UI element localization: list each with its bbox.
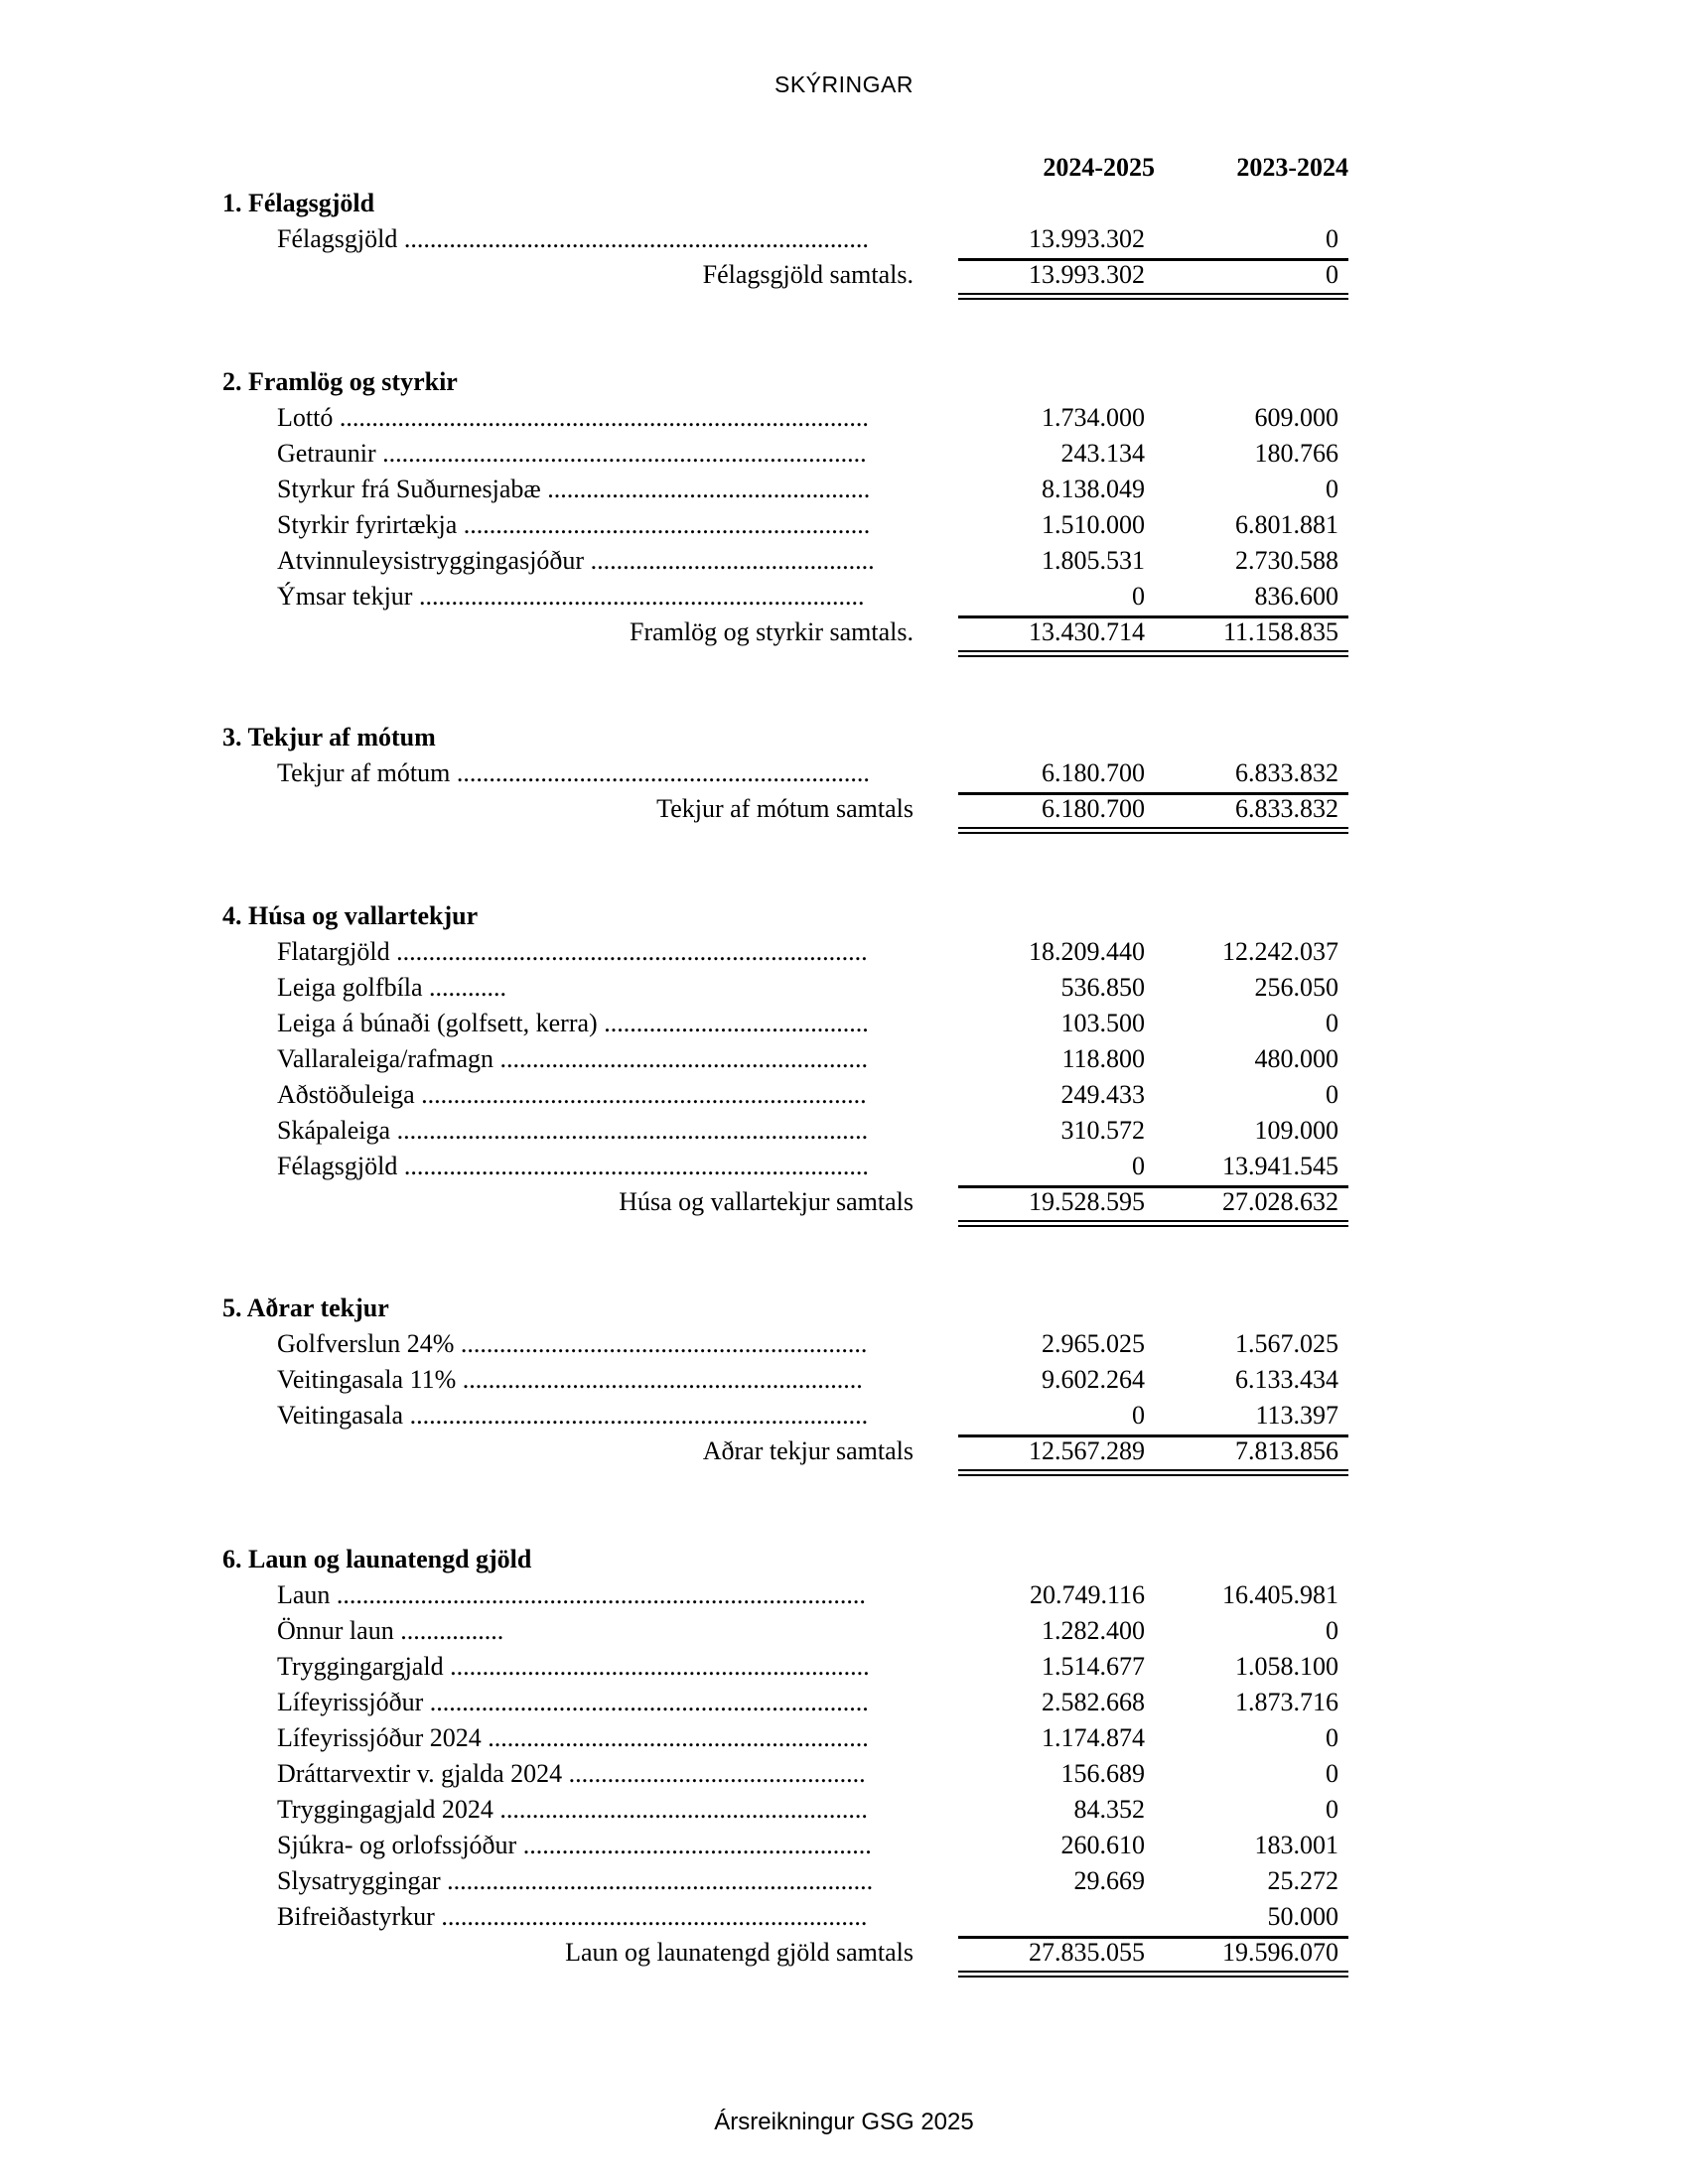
- table-row: [0, 582, 1688, 617]
- value-2023-2024: 2.730.588: [1235, 546, 1338, 575]
- value-2024-2025: 29.669: [1073, 1866, 1145, 1895]
- total-label: Framlög og styrkir samtals.: [630, 617, 914, 646]
- total-label: Húsa og vallartekjur samtals: [619, 1187, 914, 1216]
- value-2023-2024: 12.242.037: [1222, 937, 1338, 966]
- total-double-rule: [958, 827, 1348, 834]
- section-title: 4. Húsa og vallartekjur: [222, 901, 479, 930]
- total-2024-2025: 13.430.714: [1029, 617, 1145, 646]
- total-row: [0, 1938, 1688, 1974]
- total-2023-2024: 19.596.070: [1222, 1938, 1338, 1967]
- value-2024-2025: 0: [1132, 582, 1145, 611]
- value-2023-2024: 0: [1326, 1723, 1338, 1752]
- page-footer: Ársreikningur GSG 2025: [714, 2109, 974, 2135]
- table-row: [0, 1080, 1688, 1116]
- value-2024-2025: 260.610: [1060, 1831, 1145, 1859]
- value-2024-2025: 103.500: [1060, 1009, 1145, 1037]
- value-2024-2025: 6.180.700: [1042, 758, 1145, 787]
- row-label: Getraunir ...........................................................................: [277, 439, 867, 468]
- table-row: [0, 1831, 1688, 1866]
- value-2024-2025: 310.572: [1060, 1116, 1145, 1145]
- table-row: [0, 403, 1688, 439]
- row-label: Veitingasala .......................................................................: [277, 1401, 869, 1430]
- value-2024-2025: 156.689: [1060, 1759, 1145, 1788]
- row-label: Skápaleiga .........................................................................: [277, 1116, 869, 1145]
- table-row: [0, 1580, 1688, 1616]
- row-label: Lífeyrissjóður 2024 ...........................................................: [277, 1723, 869, 1752]
- total-2024-2025: 27.835.055: [1029, 1938, 1145, 1967]
- row-label: Leiga á búnaði (golfsett, kerra) .........................................: [277, 1009, 869, 1037]
- total-double-rule: [958, 1469, 1348, 1476]
- section-title: 3. Tekjur af mótum: [222, 723, 436, 751]
- value-2024-2025: 1.734.000: [1042, 403, 1145, 432]
- value-2023-2024: 0: [1326, 1616, 1338, 1645]
- table-row: [0, 1044, 1688, 1080]
- value-2023-2024: 6.833.832: [1235, 758, 1338, 787]
- value-2023-2024: 50.000: [1267, 1902, 1338, 1931]
- value-2023-2024: 109.000: [1254, 1116, 1338, 1145]
- section-title: 2. Framlög og styrkir: [222, 367, 458, 396]
- row-label: Ýmsar tekjur .....................................................................: [277, 582, 865, 611]
- row-label: Tryggingargjald .................................................................: [277, 1652, 870, 1681]
- value-2024-2025: 13.993.302: [1029, 224, 1145, 253]
- value-2023-2024: 1.058.100: [1235, 1652, 1338, 1681]
- table-row: [0, 224, 1688, 260]
- row-label: Veitingasala 11% ..............................................................: [277, 1365, 863, 1394]
- column-header-2023-2024: 2023-2024: [1236, 153, 1348, 182]
- table-row: [0, 758, 1688, 794]
- value-2023-2024: 0: [1326, 224, 1338, 253]
- table-row: [0, 475, 1688, 510]
- value-2023-2024: 609.000: [1254, 403, 1338, 432]
- value-2024-2025: 243.134: [1060, 439, 1145, 468]
- value-2023-2024: 0: [1326, 475, 1338, 503]
- row-label: Atvinnuleysistryggingasjóður ............................................: [277, 546, 875, 575]
- value-2023-2024: 1.873.716: [1235, 1688, 1338, 1716]
- total-2023-2024: 0: [1326, 260, 1338, 289]
- row-label: Tryggingagjald 2024 .........................................................: [277, 1795, 868, 1824]
- table-row: [0, 937, 1688, 973]
- value-2023-2024: 836.600: [1254, 582, 1338, 611]
- row-label: Flatargjöld .........................................................................: [277, 937, 868, 966]
- value-2023-2024: 6.133.434: [1235, 1365, 1338, 1394]
- value-2023-2024: 25.272: [1267, 1866, 1338, 1895]
- value-2024-2025: 20.749.116: [1029, 1580, 1145, 1609]
- total-row: [0, 1436, 1688, 1472]
- value-2024-2025: 1.282.400: [1042, 1616, 1145, 1645]
- total-2024-2025: 12.567.289: [1029, 1436, 1145, 1465]
- total-2024-2025: 19.528.595: [1029, 1187, 1145, 1216]
- row-label: Golfverslun 24% ...............................................................: [277, 1329, 868, 1358]
- table-row: [0, 439, 1688, 475]
- table-row: [0, 1329, 1688, 1365]
- value-2023-2024: 0: [1326, 1795, 1338, 1824]
- value-2024-2025: 1.174.874: [1042, 1723, 1145, 1752]
- row-label: Leiga golfbíla ............: [277, 973, 507, 1002]
- row-label: Félagsgjöld ........................................................................: [277, 1152, 869, 1180]
- value-2024-2025: 9.602.264: [1042, 1365, 1145, 1394]
- page-title: SKÝRINGAR: [774, 71, 914, 97]
- table-row: [0, 973, 1688, 1009]
- row-label: Styrkur frá Suðurnesjabæ ..................................................: [277, 475, 871, 503]
- total-row: [0, 794, 1688, 830]
- value-2024-2025: 84.352: [1073, 1795, 1145, 1824]
- table-row: [0, 1365, 1688, 1401]
- row-label: Tekjur af mótum ................................................................: [277, 758, 870, 787]
- table-row: [0, 1401, 1688, 1436]
- value-2024-2025: 536.850: [1060, 973, 1145, 1002]
- table-row: [0, 1795, 1688, 1831]
- value-2024-2025: 18.209.440: [1029, 937, 1145, 966]
- row-label: Önnur laun ................: [277, 1616, 504, 1645]
- row-label: Lífeyrissjóður ....................................................................: [277, 1688, 869, 1716]
- table-row: [0, 1009, 1688, 1044]
- table-row: [0, 1866, 1688, 1902]
- value-2024-2025: 0: [1132, 1152, 1145, 1180]
- table-row: [0, 1152, 1688, 1187]
- total-2024-2025: 13.993.302: [1029, 260, 1145, 289]
- value-2023-2024: 480.000: [1254, 1044, 1338, 1073]
- section-title: 6. Laun og launatengd gjöld: [222, 1545, 532, 1573]
- total-label: Aðrar tekjur samtals: [702, 1436, 914, 1465]
- table-row: [0, 1116, 1688, 1152]
- table-row: [0, 1688, 1688, 1723]
- value-2024-2025: 249.433: [1060, 1080, 1145, 1109]
- table-row: [0, 510, 1688, 546]
- total-double-rule: [958, 1220, 1348, 1227]
- value-2023-2024: 183.001: [1254, 1831, 1338, 1859]
- value-2024-2025: 2.965.025: [1042, 1329, 1145, 1358]
- row-label: Aðstöðuleiga .....................................................................: [277, 1080, 867, 1109]
- total-row: [0, 1187, 1688, 1223]
- total-label: Félagsgjöld samtals.: [702, 260, 914, 289]
- row-label: Bifreiðastyrkur ..................................................................: [277, 1902, 868, 1931]
- row-label: Slysatryggingar ..................................................................: [277, 1866, 874, 1895]
- value-2023-2024: 1.567.025: [1235, 1329, 1338, 1358]
- total-double-rule: [958, 650, 1348, 657]
- row-label: Vallaraleiga/rafmagn .........................................................: [277, 1044, 868, 1073]
- value-2024-2025: 2.582.668: [1042, 1688, 1145, 1716]
- column-header-2024-2025: 2024-2025: [1043, 153, 1155, 182]
- row-label: Laun ..................................................................................: [277, 1580, 866, 1609]
- section-title: 1. Félagsgjöld: [222, 189, 375, 217]
- value-2024-2025: 1.805.531: [1042, 546, 1145, 575]
- total-row: [0, 260, 1688, 296]
- table-row: [0, 1723, 1688, 1759]
- row-label: Lottó ..................................................................................: [277, 403, 869, 432]
- value-2024-2025: 8.138.049: [1042, 475, 1145, 503]
- value-2023-2024: 0: [1326, 1080, 1338, 1109]
- total-double-rule: [958, 293, 1348, 300]
- total-label: Laun og launatengd gjöld samtals: [565, 1938, 914, 1967]
- value-2023-2024: 180.766: [1254, 439, 1338, 468]
- total-label: Tekjur af mótum samtals: [656, 794, 914, 823]
- total-2024-2025: 6.180.700: [1042, 794, 1145, 823]
- row-label: Félagsgjöld ........................................................................: [277, 224, 869, 253]
- value-2023-2024: 256.050: [1254, 973, 1338, 1002]
- value-2023-2024: 13.941.545: [1222, 1152, 1338, 1180]
- table-row: [0, 1902, 1688, 1938]
- table-row: [0, 1616, 1688, 1652]
- row-label: Dráttarvextir v. gjalda 2024 ..............................................: [277, 1759, 866, 1788]
- table-row: [0, 1759, 1688, 1795]
- table-row: [0, 546, 1688, 582]
- value-2023-2024: 16.405.981: [1222, 1580, 1338, 1609]
- value-2023-2024: 0: [1326, 1009, 1338, 1037]
- section-title: 5. Aðrar tekjur: [222, 1294, 389, 1322]
- total-double-rule: [958, 1971, 1348, 1978]
- total-2023-2024: 27.028.632: [1222, 1187, 1338, 1216]
- row-label: Styrkir fyrirtækja ...............................................................: [277, 510, 871, 539]
- value-2024-2025: 0: [1132, 1401, 1145, 1430]
- table-row: [0, 1652, 1688, 1688]
- total-2023-2024: 11.158.835: [1222, 617, 1338, 646]
- total-2023-2024: 7.813.856: [1235, 1436, 1338, 1465]
- value-2023-2024: 113.397: [1255, 1401, 1338, 1430]
- value-2023-2024: 6.801.881: [1235, 510, 1338, 539]
- total-2023-2024: 6.833.832: [1235, 794, 1338, 823]
- value-2024-2025: 1.510.000: [1042, 510, 1145, 539]
- row-label: Sjúkra- og orlofssjóður ......................................................: [277, 1831, 872, 1859]
- value-2024-2025: 118.800: [1061, 1044, 1145, 1073]
- value-2023-2024: 0: [1326, 1759, 1338, 1788]
- total-row: [0, 617, 1688, 653]
- value-2024-2025: 1.514.677: [1042, 1652, 1145, 1681]
